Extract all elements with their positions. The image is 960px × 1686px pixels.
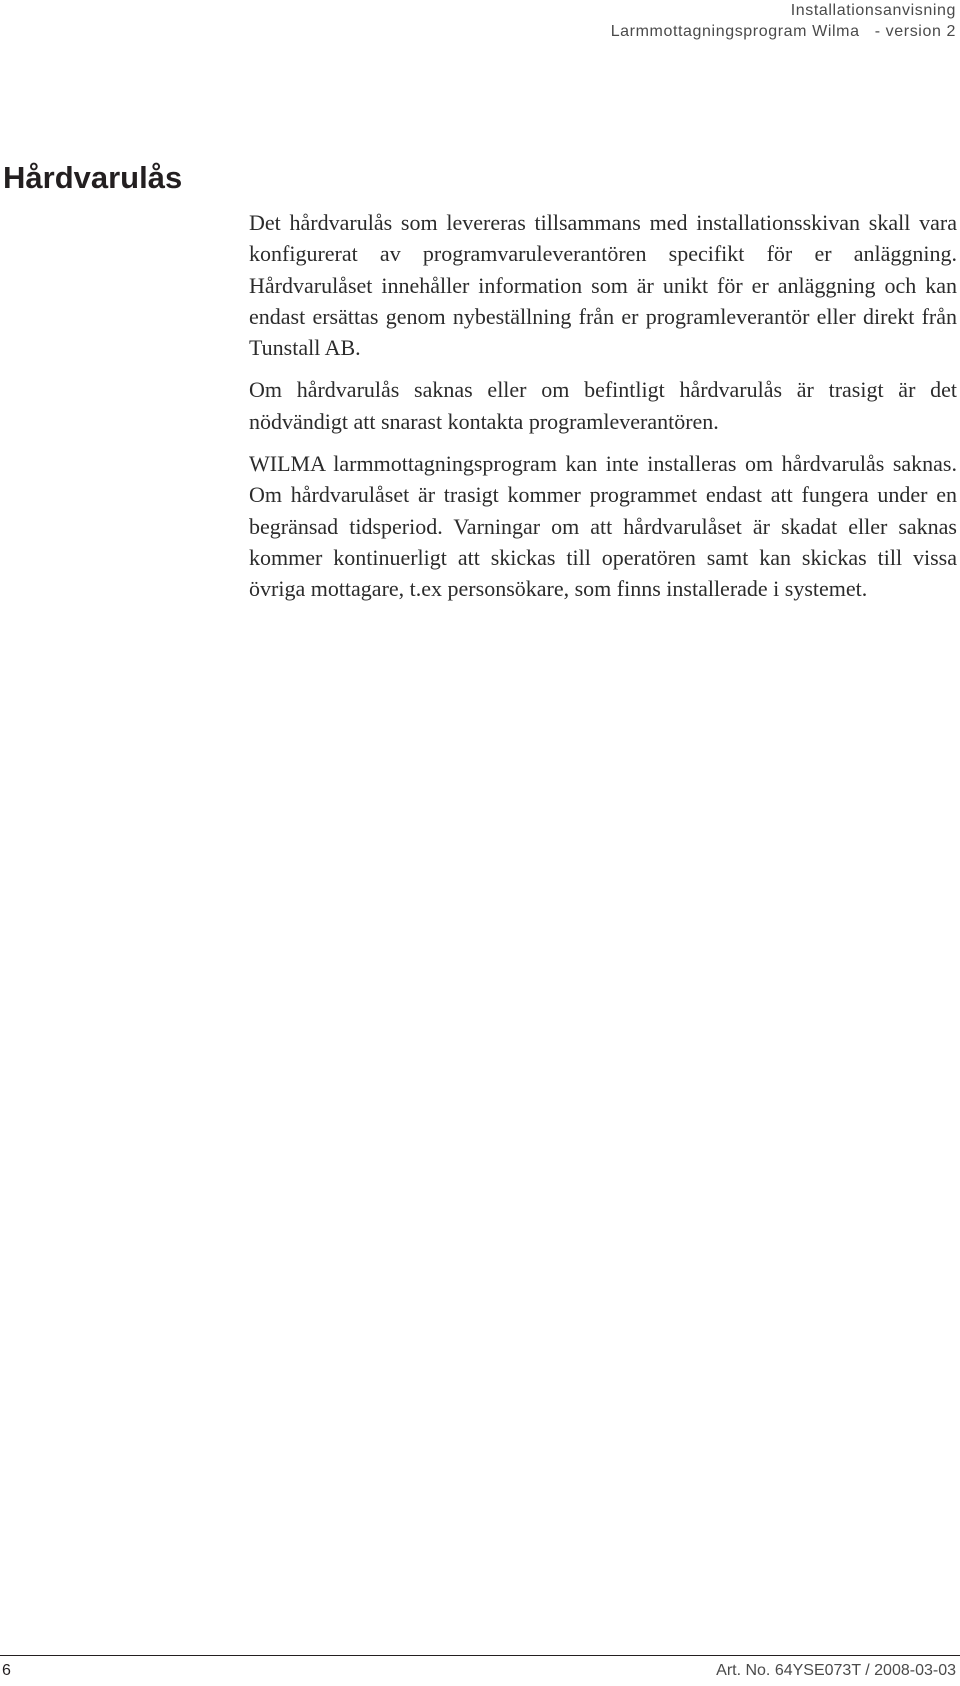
document-header xyxy=(611,0,956,42)
footer-divider xyxy=(0,1655,960,1656)
document-type: Installationsanvisning xyxy=(790,2,956,19)
page-number: 6 xyxy=(2,1662,11,1679)
document-subtitle: Larmmottagningsprogram Wilma - version 2 xyxy=(610,23,956,40)
section-title: Hårdvarulås xyxy=(3,160,183,195)
paragraph-2: Om hårdvarulås saknas eller om befintligt hårdvarulås är trasigt är det nödvändigt att snarast kontakta programleverantören. xyxy=(249,377,957,434)
article-number: Art. No. 64YSE073T / 2008-03-03 xyxy=(716,1662,956,1679)
body-text xyxy=(249,207,957,616)
paragraph-1: Det hårdvarulås som levereras tillsammans med installationsskivan skall vara konfigurerat av programvaruleverantören specifikt för er anläggning. Hårdvarulåset innehåller information som är unikt för er anläggning och kan endast ersättas genom nybeställning från er programleverantör eller direkt från Tunstall AB. xyxy=(249,210,957,361)
paragraph-3: WILMA larmmottagningsprogram kan inte installeras om hårdvarulås saknas. Om hårdvarulåset är trasigt kommer programmet endast att fungera under en begränsad tidsperiod. Varningar om att hårdvarulåset är skadat eller saknas kommer kontinuerligt att skickas till operatören samt kan skickas till vissa övriga mottagare, t.ex personsökare, som finns installerade i systemet. xyxy=(249,451,957,602)
